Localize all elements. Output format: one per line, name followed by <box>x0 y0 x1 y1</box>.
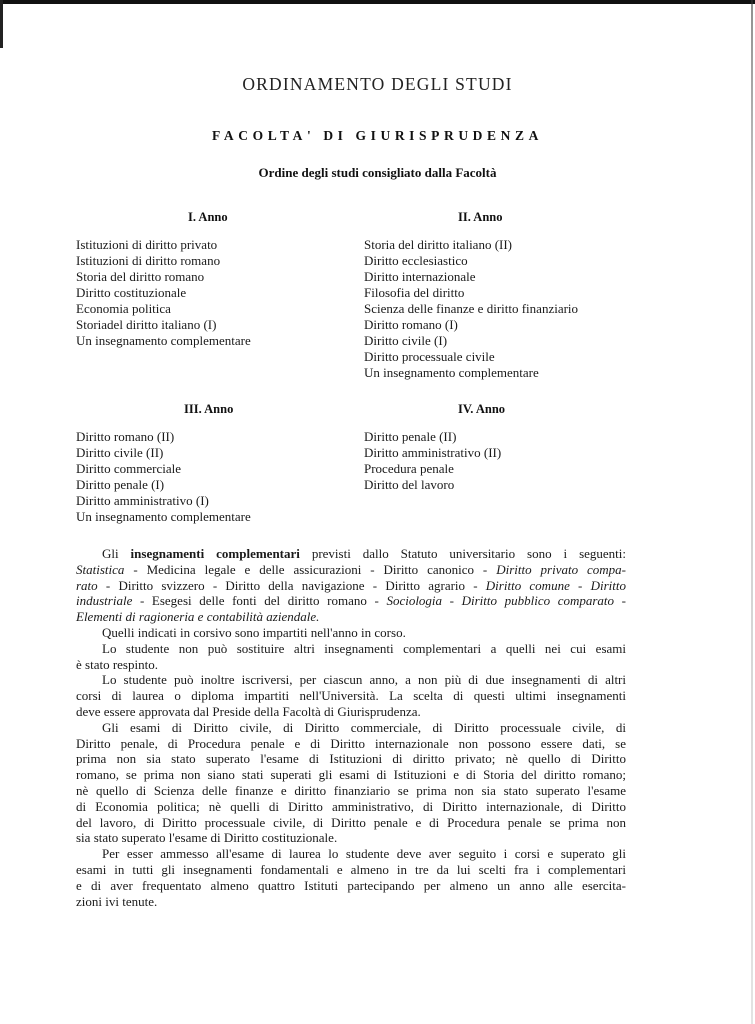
course-item: Diritto processuale civile <box>364 349 495 364</box>
bold-text-run: insegnamenti complementari <box>130 546 300 561</box>
text-line: e di aver frequentato almeno quattro Istituti partecipando per almeno un anno alle esercita- <box>76 877 626 893</box>
course-item: Diritto amministrativo (II) <box>364 445 502 460</box>
text-run: - Diritto svizzero - Diritto della navigazione - Diritto agrario - <box>97 577 486 593</box>
year-3-section <box>76 402 346 525</box>
text-run: - Esegesi delle fonti del diritto romano - <box>132 593 387 609</box>
course-item: Diritto civile (I) <box>364 333 448 348</box>
year-2-course-list <box>364 237 624 381</box>
course-item: Diritto civile (II) <box>76 445 164 460</box>
text-line: è stato respinto. <box>76 656 158 672</box>
text-line <box>76 609 626 625</box>
course-item: Diritto del lavoro <box>364 477 455 492</box>
paragraph-substitution-rule <box>76 641 626 673</box>
italic-text-run: Diritto privato compa- <box>496 561 626 577</box>
course-item: Diritto penale (II) <box>364 429 457 444</box>
text-line: Lo studente non può sostituire altri insegnamenti complementari a quelli nei cui esami <box>102 640 626 656</box>
year-2-section <box>364 210 624 381</box>
text-line: Gli esami di Diritto civile, di Diritto commerciale, di Diritto processuale civile, di <box>102 719 626 735</box>
course-item: Diritto penale (I) <box>76 477 165 492</box>
course-item: Diritto amministrativo (I) <box>76 493 209 508</box>
year-1-heading: I. Anno <box>188 210 228 224</box>
text-line: Lo studente può inoltre iscriversi, per ciascun anno, a non più di due insegnamenti di altri <box>102 672 626 688</box>
italic-text-run: Diritto comune - Diritto <box>485 577 626 593</box>
regulations-text <box>76 546 626 909</box>
course-item: Un insegnamento complementare <box>76 509 251 524</box>
paragraph-graduation-requirements <box>76 846 626 909</box>
text-line: romano, se prima non siano stati superati gli esami di Istituzioni e di Storia del diritto romano; <box>76 767 626 783</box>
scan-border-right <box>751 0 753 1024</box>
course-item: Diritto romano (I) <box>364 317 458 332</box>
course-item: Economia politica <box>76 301 171 316</box>
course-item: Scienza delle finanze e diritto finanziario <box>364 301 579 316</box>
paragraph-italic-note <box>76 625 626 641</box>
text-line <box>76 593 626 609</box>
course-item: Istituzioni di diritto privato <box>76 237 218 252</box>
course-item: Diritto ecclesiastico <box>364 253 468 268</box>
course-item: Un insegnamento complementare <box>364 365 539 380</box>
year-4-section <box>364 402 624 493</box>
course-item: Filosofia del diritto <box>364 285 465 300</box>
faculty-heading: FACOLTA' DI GIURISPRUDENZA <box>212 128 543 143</box>
italic-text-run: Sociologia - Diritto pubblico comparato - <box>386 593 626 609</box>
text-run: - Medicina legale e delle assicurazioni - Diritto canonico - <box>124 561 497 577</box>
text-line: deve essere approvata dal Preside della Facoltà di Giurisprudenza. <box>76 703 421 719</box>
italic-text-run: Elementi di ragioneria e contabilità aziendale. <box>76 609 320 625</box>
year-4-course-list <box>364 429 624 493</box>
page-subtitle: Ordine degli studi consigliato dalla Facoltà <box>258 165 497 180</box>
italic-text-run: Statistica <box>76 561 125 577</box>
paragraph-complementary-courses <box>76 546 626 625</box>
text-line: del lavoro, di Diritto processuale civile, di Diritto penale e di Procedura penale se prima non <box>76 814 626 830</box>
course-item: Storiadel diritto italiano (I) <box>76 317 217 332</box>
course-item: Un insegnamento complementare <box>76 333 251 348</box>
italic-text-run: industriale <box>76 593 133 609</box>
text-line <box>76 546 626 562</box>
year-1-course-list <box>76 237 346 349</box>
text-line: Per esser ammesso all'esame di laurea lo studente deve aver seguito i corsi e superato gli <box>102 846 626 862</box>
scan-border-left <box>0 0 3 48</box>
course-item: Diritto romano (II) <box>76 429 175 444</box>
text-line <box>76 578 626 594</box>
course-item: Storia del diritto romano <box>76 269 205 284</box>
course-item: Procedura penale <box>364 461 454 476</box>
text-line <box>76 562 626 578</box>
course-item: Diritto internazionale <box>364 269 476 284</box>
text-line: di Economia politica; nè quelli di Diritto amministrativo, di Diritto internazionale, di Diritto <box>76 798 626 814</box>
course-item: Storia del diritto italiano (II) <box>364 237 513 252</box>
page-title: ORDINAMENTO DEGLI STUDI <box>242 74 513 94</box>
paragraph-exam-prerequisites <box>76 720 626 846</box>
course-item: Diritto costituzionale <box>76 285 187 300</box>
course-item: Istituzioni di diritto romano <box>76 253 221 268</box>
text-line: prima non sia stato superato l'esame di Istituzioni di diritto privato; nè quello di Diritto <box>76 751 626 767</box>
italic-text-run: rato <box>76 577 98 593</box>
text-line: esami in tutti gli insegnamenti fondamentali e almeno in tre da lui scelti fra i complementari <box>76 861 626 877</box>
text-line: Quelli indicati in corsivo sono impartiti nell'anno in corso. <box>102 624 406 640</box>
year-4-heading: IV. Anno <box>458 402 506 416</box>
paragraph-other-courses-rule <box>76 672 626 719</box>
text-line: sia stato superato l'esame di Diritto costituzionale. <box>76 830 338 846</box>
text-line: zioni ivi tenute. <box>76 893 158 909</box>
text-line: nè quello di Scienza delle finanze e diritto finanziario se prima non sia stato superato l'esame <box>76 782 626 798</box>
text-line: corsi di laurea o diploma impartiti nell'Università. La scelta di questi ultimi insegnamenti <box>76 688 626 704</box>
year-3-course-list <box>76 429 346 525</box>
year-2-heading: II. Anno <box>458 210 503 224</box>
course-item: Diritto commerciale <box>76 461 182 476</box>
text-line: Diritto penale, di Procedura penale e di Diritto internazionale non possono essere dati, se <box>76 735 626 751</box>
scan-border-top <box>0 0 755 4</box>
text-run: previsti dallo Statuto universitario sono i seguenti: <box>299 546 627 561</box>
text-run: Gli <box>102 546 131 561</box>
year-1-section <box>76 210 346 349</box>
year-3-heading: III. Anno <box>184 402 234 416</box>
